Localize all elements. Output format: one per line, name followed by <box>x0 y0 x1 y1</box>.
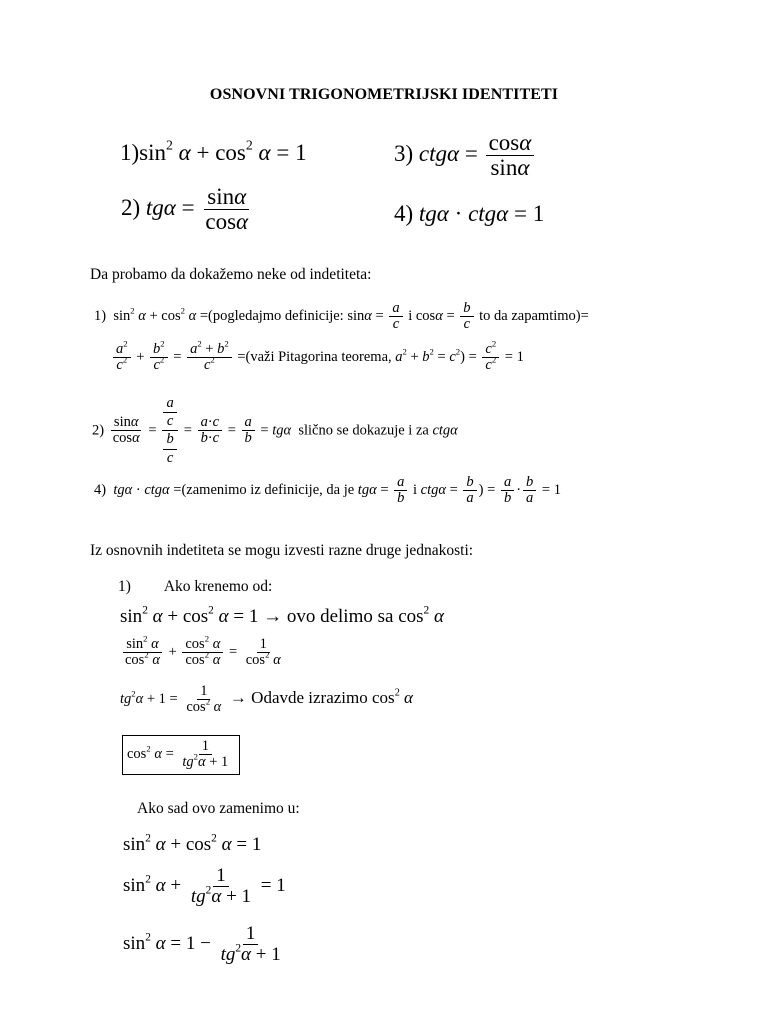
step-1-text: Ako krenemo od: <box>163 578 273 595</box>
proof-1-text-a: =(pogledajmo definicije: <box>199 308 344 325</box>
proof-2-number: 2) <box>92 422 105 439</box>
derive-intro-text: Iz osnovnih indetiteta se mogu izvesti razne druge jednakosti: <box>90 542 474 559</box>
step-1-header <box>118 578 272 596</box>
step-2-line-3: $\sin^2 \alpha = 1$ − $\frac{1}{tg^2\alpha + 1}$ <box>123 923 281 965</box>
proof-4-and: i <box>413 482 418 499</box>
proof-2-text: slično se dokazuje i za <box>298 422 429 439</box>
step-1-line-3: $tg^2\alpha + 1$ = $\frac{1}{\cos^2 \alpha}$ → Odavde izrazimo $\cos^2 \alpha$ <box>120 683 413 716</box>
step-2-line-2: $\sin^2 \alpha$ + $\frac{1}{tg^2\alpha + 1}$ = 1 <box>123 865 286 907</box>
proof-1-line-2: $\frac{a^2}{c^2}$ + $\frac{b^2}{c^2}$ = $\frac{a^2 + b^2}{c^2}$ =(važi Pitagorina teorema, $a^2 + b^2 = c^2$) = $\frac{c^2}{c^2}$ = 1 <box>111 342 524 373</box>
intro-text: Da probamo da dokažemo neke od indetiteta: <box>90 266 372 283</box>
proof-4: 4) tgα · ctgα =(zamenimo iz definicije, da je tgα = $\frac{a}{b}$ i ctgα = $\frac{b}{a}$ ) = $\frac{a}{b}$ · $\frac{b}{a}$ = 1 <box>94 474 561 507</box>
step-1-line-2: $\frac{\sin^2 \alpha}{\cos^2 \alpha}$ + $\frac{\cos^2 \alpha}{\cos^2 \alpha}$ = $\frac{1}{\cos^2 \alpha}$ <box>125 633 281 669</box>
identity-3-number: 3) <box>394 140 414 166</box>
step-2-line-1: $\sin^2 \alpha + \cos^2 \alpha = 1$ <box>123 832 262 855</box>
identity-1-number: 1) <box>120 140 140 165</box>
identity-3: 3) ctgα = $\frac{\cos\alpha}{\sin\alpha}$ <box>394 131 536 180</box>
identity-1: $1)\sin^2$ $\alpha + \cos^2 \alpha = 1$ <box>120 137 307 165</box>
proof-4-number: 4) <box>94 482 107 499</box>
step-1-number: 1) <box>118 578 131 595</box>
step-2-intro-text: Ako sad ovo zamenimo u: <box>137 800 300 817</box>
identity-4: 4) tgα · ctgα = 1 <box>394 201 545 226</box>
identity-3-fraction: $\frac{\cos\alpha}{\sin\alpha}$ <box>486 131 535 180</box>
proof-1-text-b: to da zapamtimo)= <box>479 308 589 325</box>
page-title: OSNOVNI TRIGONOMETRIJSKI IDENTITETI <box>209 86 559 103</box>
identity-4-number: 4) <box>394 201 414 226</box>
step-1-line-1: $\sin^2 \alpha + \cos^2 \alpha = 1$ → ovo delimo sa $\cos^2 \alpha$ <box>120 604 444 627</box>
proof-1-number: 1) <box>94 308 107 325</box>
proof-1-text-c: =(važi Pitagorina teorema, <box>237 349 392 366</box>
proof-1-and: i <box>408 308 413 325</box>
identity-2-number: 2) <box>121 194 141 220</box>
step-1-arrow-text-2: Odavde izrazimo <box>251 688 368 708</box>
proof-2-compound-fraction: a c b c <box>162 396 178 466</box>
step-1-arrow-text-1: ovo delimo sa <box>286 606 394 627</box>
boxed-result: $\cos^2 \alpha$ = $\frac{1}{tg^2\alpha + 1}$ <box>122 735 240 775</box>
proof-2: 2) $\frac{\sin\alpha}{\cos\alpha}$ = a c b c = $\frac{a\cdot c}{b\cdot c}$ = $\frac{a}{b}$ = tgα slično se dokazuje i za ctgα <box>92 395 458 466</box>
identity-2: 2) tgα = $\frac{\sin\alpha}{\cos\alpha}$ <box>121 185 253 234</box>
proof-1-line-1: 1) $\sin^2 \alpha + \cos^2 \alpha$ =(pogledajmo definicije: sinα = $\frac{a}{c}$ i cosα = $\frac{b}{c}$ to da zapamtimo)= <box>94 300 589 333</box>
proof-4-text-a: =(zamenimo iz definicije, da je <box>173 482 355 499</box>
identity-2-fraction: $\frac{\sin\alpha}{\cos\alpha}$ <box>205 184 249 235</box>
